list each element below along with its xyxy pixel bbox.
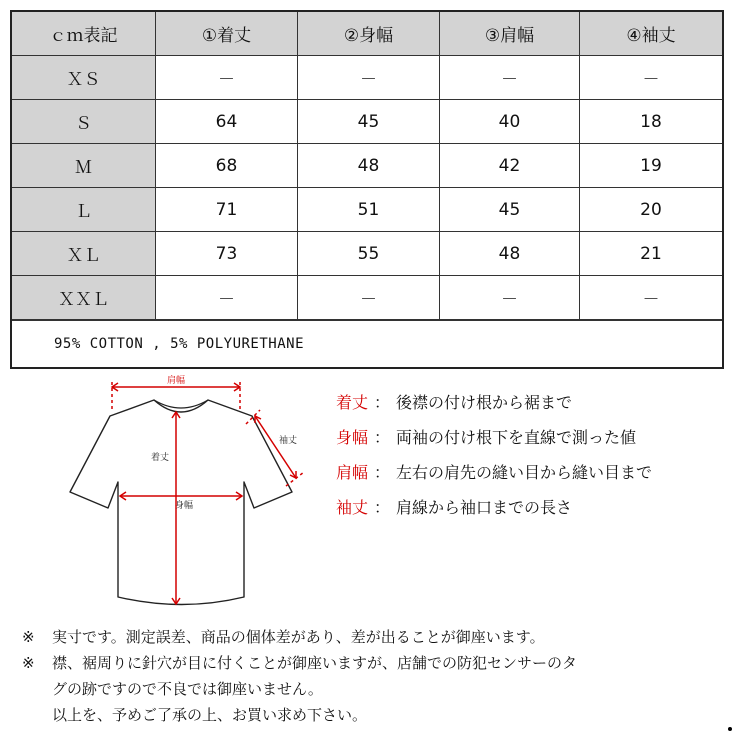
table-row	[12, 232, 722, 276]
legend-colon: ：	[374, 463, 391, 482]
material-composition: 95% COTTON , 5% POLYURETHANE	[12, 320, 722, 367]
note-text: グの跡ですので不良では御座いません。	[52, 680, 323, 698]
size-label: ＸＬ	[12, 232, 156, 275]
table-cell: 55	[298, 232, 440, 275]
size-label: ＸＳ	[12, 56, 156, 99]
table-cell: 40	[440, 100, 580, 143]
table-cell: 64	[156, 100, 298, 143]
size-label: Ｌ	[12, 188, 156, 231]
legend-desc: 左右の肩先の縫い目から縫い目まで	[396, 463, 653, 482]
table-cell: 73	[156, 232, 298, 275]
header-cell-length: ①着丈	[156, 12, 298, 55]
table-row	[12, 100, 722, 144]
note-line	[22, 676, 577, 702]
table-row	[12, 56, 722, 100]
legend-colon: ：	[374, 393, 391, 412]
table-cell: 71	[156, 188, 298, 231]
table-cell: －	[440, 276, 580, 319]
table-cell: －	[156, 56, 298, 99]
table-cell: 45	[440, 188, 580, 231]
legend-term: 身幅	[336, 428, 369, 447]
table-cell: 20	[640, 199, 662, 220]
length-label: 着丈	[150, 453, 170, 463]
tshirt-measurement-diagram	[60, 372, 330, 617]
note-mark: ※	[22, 628, 35, 646]
table-cell: 45	[298, 100, 440, 143]
note-text: 以上を、予めご了承の上、お買い求め下さい。	[52, 706, 368, 724]
size-label: Ｓ	[12, 100, 156, 143]
table-header-row	[12, 12, 722, 56]
header-cell-sleeve: ④袖丈	[580, 12, 722, 55]
legend-desc: 両袖の付け根下を直線で測った値	[396, 428, 637, 447]
size-label: ＸＸＬ	[12, 276, 156, 319]
table-cell: －	[642, 70, 660, 90]
table-cell: －	[298, 56, 440, 99]
table-cell: 21	[640, 243, 662, 264]
table-cell: 48	[440, 232, 580, 275]
table-cell: 18	[640, 111, 662, 132]
table-cell: 19	[640, 155, 662, 176]
corner-dot	[728, 727, 732, 731]
table-cell: 42	[440, 144, 580, 187]
size-chart-table	[10, 10, 724, 369]
note-line	[22, 624, 577, 650]
header-cell-unit: ｃｍ表記	[12, 12, 156, 55]
header-cell-shoulder: ③肩幅	[440, 12, 580, 55]
legend-term: 着丈	[336, 393, 369, 412]
chest-label: 身幅	[174, 501, 194, 511]
notes-section	[22, 624, 577, 728]
table-cell: －	[642, 290, 660, 310]
sleeve-label: 袖丈	[278, 436, 298, 446]
note-mark: ※	[22, 654, 35, 672]
table-cell: －	[156, 276, 298, 319]
size-label: Ｍ	[12, 144, 156, 187]
legend-item	[336, 454, 652, 489]
legend-colon: ：	[374, 428, 391, 447]
legend-item	[336, 489, 652, 524]
table-cell: －	[298, 276, 440, 319]
note-text: 実寸です。測定誤差、商品の個体差があり、差が出ることが御座います。	[52, 628, 545, 646]
measurement-legend	[336, 384, 652, 524]
legend-desc: 肩線から袖口までの長さ	[396, 498, 573, 517]
table-cell: 68	[156, 144, 298, 187]
legend-desc: 後襟の付け根から裾まで	[396, 393, 573, 412]
table-row	[12, 144, 722, 188]
note-line	[22, 650, 577, 676]
table-row	[12, 188, 722, 232]
note-text: 襟、裾周りに針穴が目に付くことが御座いますが、店舗での防犯センサーのタ	[52, 654, 578, 672]
header-cell-chest: ②身幅	[298, 12, 440, 55]
table-cell: －	[440, 56, 580, 99]
legend-item	[336, 384, 652, 419]
legend-term: 袖丈	[336, 498, 369, 517]
table-row	[12, 276, 722, 320]
table-cell: 48	[298, 144, 440, 187]
legend-term: 肩幅	[336, 463, 369, 482]
legend-colon: ：	[374, 498, 391, 517]
table-cell: 51	[298, 188, 440, 231]
legend-item	[336, 419, 652, 454]
shoulder-label: 肩幅	[166, 376, 186, 386]
note-line	[22, 702, 577, 728]
